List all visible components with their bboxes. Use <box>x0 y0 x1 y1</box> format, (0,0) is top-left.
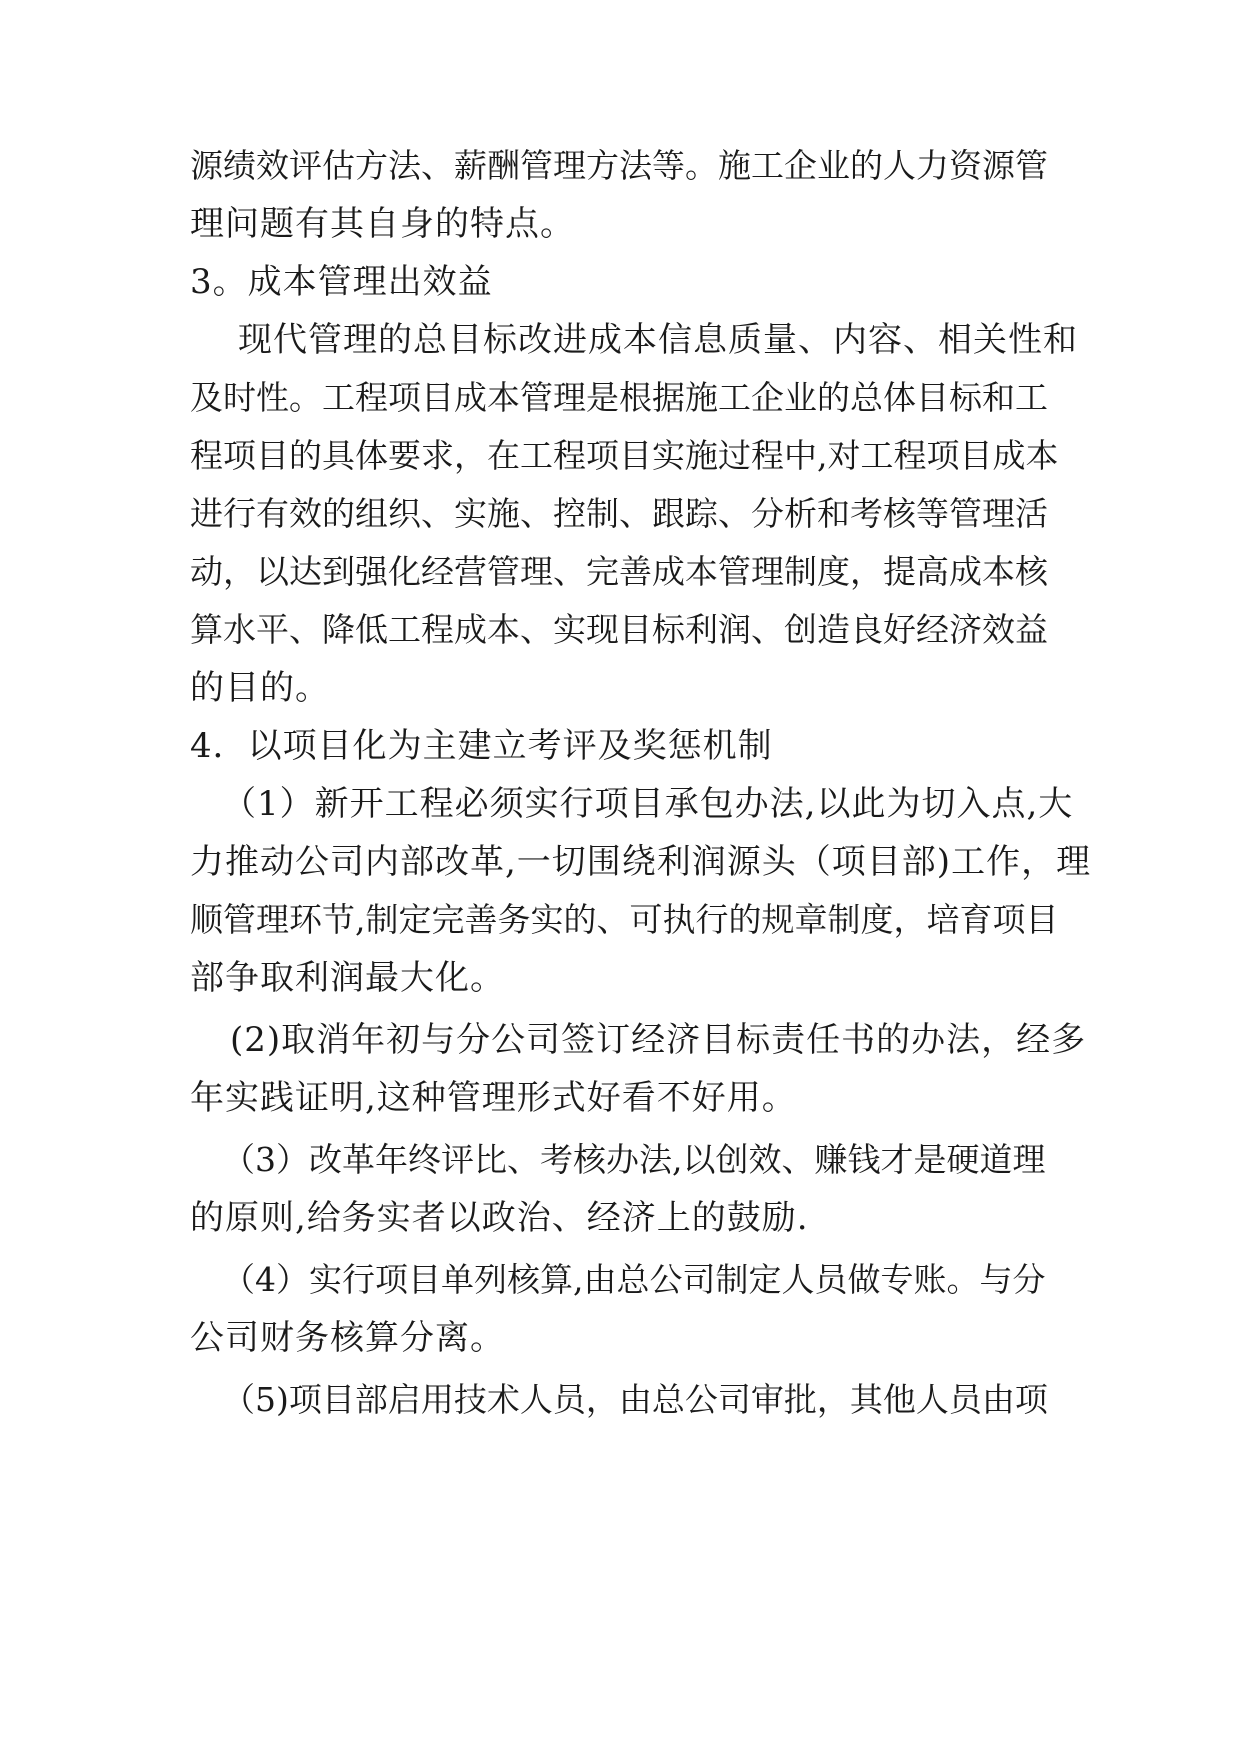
text-line: 进行有效的组织、实施、控制、跟踪、分析和考核等管理活 <box>190 494 1048 533</box>
text-line: 算水平、降低工程成本、实现目标利润、创造良好经济效益 <box>190 610 1048 649</box>
text-line: 源绩效评估方法、薪酬管理方法等。施工企业的人力资源管 <box>190 146 1048 185</box>
text-line: 的原则,给务实者以政治、经济上的鼓励. <box>190 1198 809 1238</box>
section-heading: 4．以项目化为主建立考评及奖惩机制 <box>190 726 773 766</box>
text-line: （5)项目部启用技术人员，由总公司审批，其他人员由项 <box>222 1380 1048 1419</box>
text-line: 力推动公司内部改革,一切围绕利润源头（项目部)工作，理 <box>190 842 1092 882</box>
text-line: （4）实行项目单列核算,由总公司制定人员做专账。与分 <box>222 1260 1046 1299</box>
text-line: （3）改革年终评比、考核办法,以创效、赚钱才是硬道理 <box>222 1140 1046 1179</box>
text-line: 现代管理的总目标改进成本信息质量、内容、相关性和 <box>238 320 1078 360</box>
text-line: 理问题有其自身的特点。 <box>190 204 575 244</box>
text-line: 及时性。工程项目成本管理是根据施工企业的总体目标和工 <box>190 378 1048 417</box>
text-line: 程项目的具体要求，在工程项目实施过程中,对工程项目成本 <box>190 436 1059 475</box>
text-line: 的目的。 <box>190 668 330 708</box>
text-line: 公司财务核算分离。 <box>190 1318 505 1358</box>
text-line: (2)取消年初与分公司签订经济目标责任书的办法，经多 <box>230 1020 1087 1060</box>
text-line: 顺管理环节,制定完善务实的、可执行的规章制度，培育项目 <box>190 900 1059 939</box>
text-line: 动，以达到强化经营管理、完善成本管理制度，提高成本核 <box>190 552 1048 591</box>
text-line: 部争取利润最大化。 <box>190 958 505 998</box>
text-line: （1）新开工程必须实行项目承包办法,以此为切入点,大 <box>222 784 1074 824</box>
section-heading: 3。成本管理出效益 <box>190 262 493 302</box>
text-line: 年实践证明,这种管理形式好看不好用。 <box>190 1078 797 1118</box>
